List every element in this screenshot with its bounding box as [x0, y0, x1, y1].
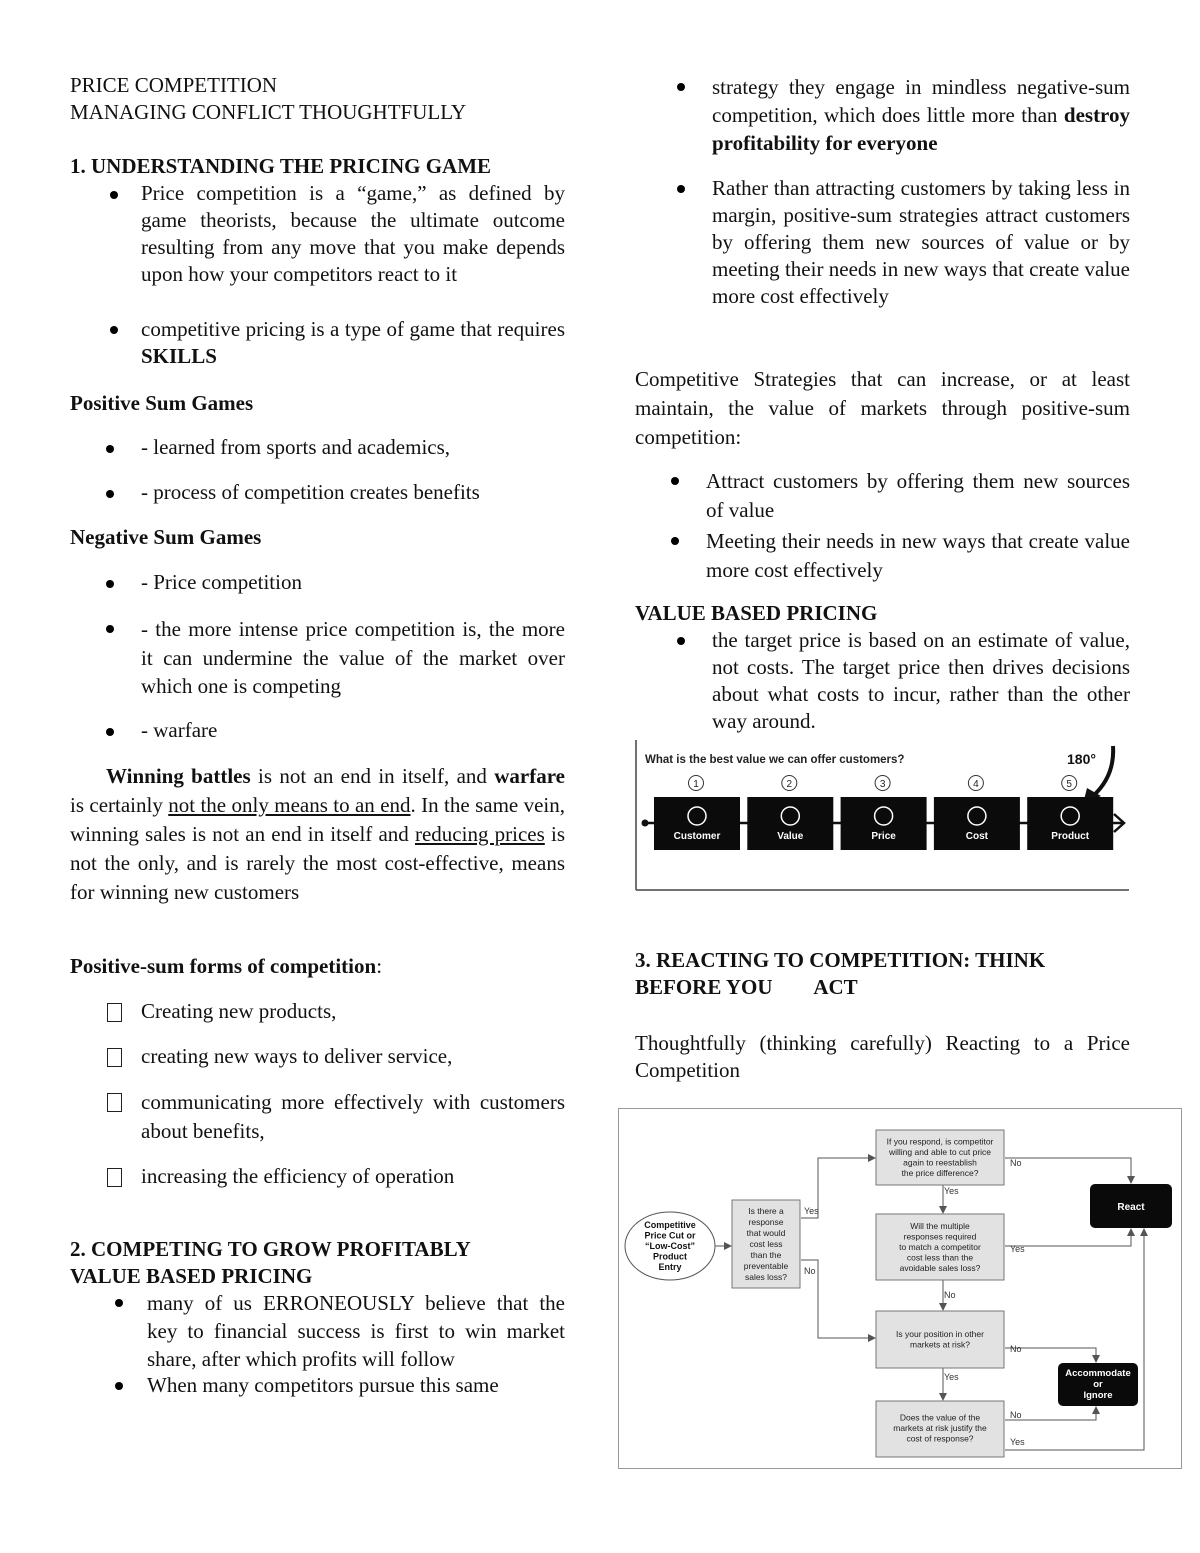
edge-label-no: No — [944, 1290, 956, 1300]
label-line: Product — [652, 1251, 688, 1262]
label-line: sales loss? — [744, 1272, 788, 1282]
decision-response-cost-label — [744, 1206, 789, 1282]
edge-label-yes: Yes — [1010, 1244, 1025, 1254]
edge-label-no: No — [1010, 1158, 1022, 1168]
curved-arrow-icon — [1093, 746, 1113, 796]
label-line: the price difference? — [901, 1167, 979, 1178]
bullet-icon — [106, 625, 114, 633]
positive-sum-heading: Positive Sum Games — [70, 391, 254, 415]
body-paragraph: Winning battles is not an end in itself, and warfare is certainly not the only means to an end. In the same vein, winning sales is not an end in itself and reducing prices is not the only, and is rarely the most cost-effective, means for winning new customers — [70, 764, 566, 904]
list-item: - the more intense price competition is, the more it can undermine the value of the market over which one is competing — [141, 617, 565, 698]
reaction-flowchart — [618, 1108, 1183, 1470]
bullet-icon — [110, 326, 118, 334]
list-item: communicating more effectively with customers about benefits, — [141, 1090, 565, 1143]
edge-label-yes: Yes — [944, 1372, 959, 1382]
list-item: When many competitors pursue this same — [147, 1373, 499, 1397]
list-item: Creating new products, — [141, 999, 337, 1023]
bullet-icon — [106, 445, 114, 453]
step-box-customer — [654, 797, 740, 850]
step-box-value — [747, 797, 833, 850]
positive-sum-forms-heading: Positive-sum forms of competition: — [70, 954, 383, 978]
list-item: the target price is based on an estimate of value, not costs. The target price then drives decisions about what costs to incur, rather than the other way around. — [712, 628, 1130, 733]
list-item: Price competition is a “game,” as defined by game theorists, because the ultimate outcome resulting from any move that you make depends upon how your competitors react to it — [141, 181, 565, 286]
label-line: cost less — [749, 1239, 783, 1249]
edge-label-yes: Yes — [1010, 1437, 1025, 1447]
bullet-icon — [671, 477, 679, 485]
label-line: avoidable sales loss? — [899, 1263, 981, 1273]
list-item: creating new ways to deliver service, — [141, 1044, 453, 1068]
value-chain-figure — [635, 738, 1132, 893]
label-line: Is there a — [748, 1206, 784, 1216]
figure-question: What is the best value we can offer customers? — [645, 754, 905, 766]
step-label: Value — [777, 831, 804, 842]
label-line: to match a competitor — [899, 1242, 981, 1252]
edge-label-no: No — [1010, 1410, 1022, 1420]
bullet-icon — [677, 83, 685, 91]
label-line: markets at risk? — [910, 1339, 970, 1350]
list-item: increasing the efficiency of operation — [141, 1164, 455, 1188]
edge-label-yes: Yes — [804, 1206, 819, 1216]
list-item: competitive pricing is a type of game that requires SKILLS — [141, 317, 565, 368]
step-number: 2 — [786, 779, 793, 790]
list-item: - warfare — [141, 718, 218, 742]
bullet-icon — [677, 185, 685, 193]
step-label: Customer — [673, 831, 721, 842]
label-line: that would — [746, 1228, 786, 1238]
edge-label-no: No — [804, 1266, 816, 1276]
degree-label: 180° — [1067, 751, 1096, 767]
label-line: preventable — [743, 1261, 789, 1271]
list-item: many of us ERRONEOUSLY believe that the key to financial success is first to win market share, after which profits will follow — [147, 1291, 565, 1371]
decision-multiple-responses-label — [899, 1221, 981, 1273]
label-line: Competitive — [644, 1220, 696, 1230]
list-item: - process of competition creates benefits — [141, 480, 480, 504]
step-label: Price — [871, 831, 896, 842]
bullet-icon — [671, 537, 679, 545]
label-line: markets at risk justify the — [893, 1423, 987, 1433]
label-line: again to reestablish — [903, 1157, 977, 1168]
edge-label-yes: Yes — [944, 1186, 959, 1196]
label-line: response — [748, 1217, 784, 1227]
step-box-price — [841, 797, 927, 850]
list-item: - Price competition — [141, 570, 302, 594]
checkbox-icon — [107, 1168, 122, 1187]
label-line: willing and able to cut price — [888, 1146, 992, 1157]
list-item: Rather than attracting customers by taking less in margin, positive-sum strategies attract customers by offering them new sources of value or by meeting their needs in new ways that create value more cost effectively — [712, 176, 1130, 308]
negative-sum-heading: Negative Sum Games — [70, 525, 262, 549]
page-title: PRICE COMPETITION — [70, 73, 278, 97]
step-number: 5 — [1066, 779, 1072, 790]
bullet-icon — [106, 728, 114, 736]
step-box-product — [1027, 797, 1113, 850]
step-number: 3 — [879, 779, 886, 790]
checkbox-icon — [107, 1093, 122, 1112]
bullet-icon — [115, 1382, 123, 1390]
section-2-heading: 2. COMPETING TO GROW PROFITABLY — [70, 1237, 471, 1261]
label-line: cost less than the — [906, 1252, 974, 1263]
label-line: than the — [750, 1250, 782, 1260]
label-line: Is your position in other — [896, 1328, 984, 1339]
label-line: Does the value of the — [899, 1412, 981, 1423]
step-label: Cost — [965, 831, 989, 842]
step-box-cost — [934, 797, 1020, 850]
label-line: If you respond, is competitor — [886, 1136, 994, 1147]
section-1-heading: 1. UNDERSTANDING THE PRICING GAME — [70, 154, 492, 178]
bullet-icon — [115, 1299, 123, 1307]
react-node-label: React — [1117, 1202, 1145, 1213]
bullet-icon — [110, 191, 118, 199]
value-based-pricing-heading: VALUE BASED PRICING — [635, 601, 878, 625]
body-paragraph: Thoughtfully (thinking carefully) Reacting to a Price Competition — [635, 1031, 1130, 1082]
label-line: Will the multiple — [910, 1221, 970, 1231]
label-line: responses required — [903, 1231, 977, 1242]
section-3-heading: 3. REACTING TO COMPETITION: THINK — [635, 948, 1046, 972]
checkbox-icon — [107, 1048, 122, 1067]
bullet-icon — [677, 637, 685, 645]
checkbox-icon — [107, 1003, 122, 1022]
list-item: strategy they engage in mindless negative-sum competition, which does little more than destroy profitability for everyone — [712, 75, 1130, 155]
chain-start-dot — [642, 820, 649, 827]
label-line: Entry — [658, 1262, 682, 1272]
label-line: Ignore — [1083, 1390, 1113, 1401]
list-item: Meeting their needs in new ways that create value more cost effectively — [706, 529, 1130, 582]
value-steps — [654, 776, 1113, 851]
section-3-heading-line2: BEFORE YOU ACT — [635, 975, 858, 999]
label-line: cost of response? — [906, 1433, 974, 1444]
page-subtitle: MANAGING CONFLICT THOUGHTFULLY — [70, 100, 467, 124]
edge-label-no: No — [1010, 1344, 1022, 1354]
decision-value-at-risk-label — [893, 1413, 987, 1444]
bullet-icon — [106, 490, 114, 498]
label-line: “Low-Cost” — [645, 1241, 695, 1251]
list-item: - learned from sports and academics, — [141, 435, 451, 459]
list-item: Attract customers by offering them new sources of value — [706, 469, 1130, 522]
label-line: Price Cut or — [644, 1230, 696, 1241]
step-number: 4 — [973, 779, 979, 790]
label-line: or — [1093, 1379, 1103, 1390]
label-line: Accommodate — [1065, 1368, 1131, 1379]
section-2-subheading: VALUE BASED PRICING — [70, 1264, 313, 1288]
bullet-icon — [106, 580, 114, 588]
body-paragraph: Competitive Strategies that can increase, or at least maintain, the value of markets through positive-sum competition: — [635, 367, 1130, 449]
step-number: 1 — [693, 779, 699, 790]
step-label: Product — [1051, 831, 1090, 842]
